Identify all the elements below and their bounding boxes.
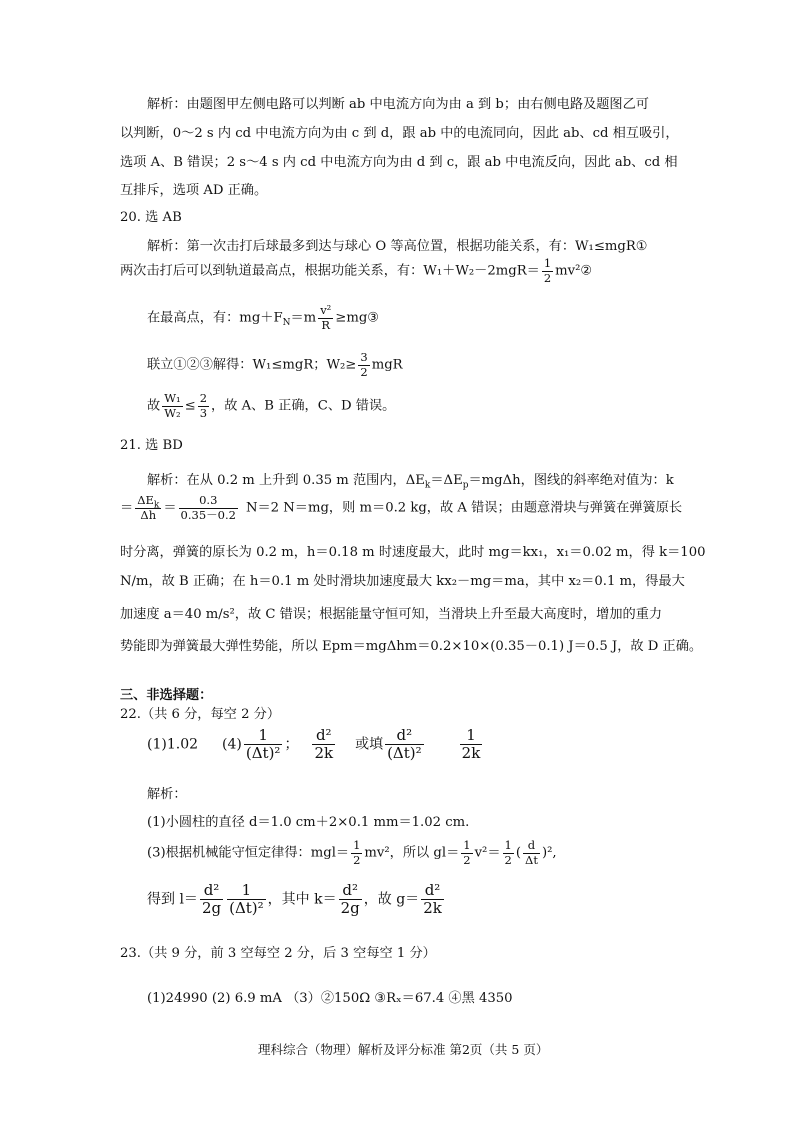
q21-line-1-b: ＝ΔE <box>430 473 463 488</box>
q22-line-2-c: v²＝ <box>474 845 501 861</box>
frac-den: 2 <box>353 852 361 867</box>
q22-line-3-a: 得到 l＝ <box>147 891 198 908</box>
q21-line-1-a: 解析：在从 0.2 m 上升到 0.35 m 范围内，ΔE <box>147 473 425 488</box>
q22-answers <box>147 728 484 761</box>
frac-den: 2 <box>463 852 471 867</box>
q21-line-2 <box>120 495 682 521</box>
frac-den: Δh <box>135 508 161 522</box>
q22-line-2-b: mv²，所以 gl＝ <box>364 845 460 861</box>
frac-den: R <box>318 318 333 332</box>
frac-num: 1 <box>258 726 268 744</box>
frac-num: d² <box>396 726 413 744</box>
fraction-half <box>542 258 553 284</box>
frac-den: 2 <box>543 270 552 285</box>
answer-1: (1)1.02 <box>147 736 199 753</box>
fraction-d-over-dt <box>523 840 540 866</box>
subscript-k: k <box>153 500 160 511</box>
q20-line-2 <box>120 258 592 284</box>
frac-num: 3 <box>360 350 368 364</box>
fraction-three-halves <box>358 352 369 378</box>
frac-den: W₂ <box>164 405 181 420</box>
q21-heading: 21. 选 BD <box>120 438 183 453</box>
frac-den: 3 <box>199 405 208 420</box>
frac-den: Δt <box>525 852 538 867</box>
equals: ＝ <box>120 500 134 516</box>
page-footer: 理科综合（物理）解析及评分标准 第2页（共 5 页） <box>258 1042 549 1057</box>
frac-den: (Δt)² <box>387 744 422 762</box>
q23-heading: 23.（共 9 分，前 3 空每空 2 分，后 3 空每空 1 分） <box>120 946 436 961</box>
q19-line-4: 互排斥，选项 AD 正确。 <box>120 183 268 198</box>
q20-line-3-text: 在最高点，有：mg＋F <box>147 310 283 326</box>
frac-num: v² <box>320 303 332 317</box>
q20-line-4 <box>147 352 403 378</box>
frac-num: d² <box>342 881 358 899</box>
frac-den: 2k <box>314 744 334 762</box>
frac-den: 2 <box>360 364 368 379</box>
le-sign: ≤ <box>184 398 196 414</box>
frac-num: 1 <box>241 881 252 899</box>
q19-line-1: 解析：由题图甲左侧电路可以判断 ab 中电流方向为由 a 到 b；由右侧电路及题图乙可 <box>147 97 649 112</box>
q23-answers: (1)24990 (2) 6.9 mA （3）②150Ω ③Rₓ＝67.4 ④黑 4350 <box>147 991 513 1006</box>
q22-line-3-c: ，故 g＝ <box>363 891 420 908</box>
q19-line-2: 以判断，0～2 s 内 cd 中电流方向为由 c 到 d，跟 ab 中的电流同向，因此 ab、cd 相互吸引， <box>120 126 679 141</box>
q19-line-3: 选项 A、B 错误；2 s～4 s 内 cd 中电流方向为由 d 到 c，跟 ab 中电流反向，因此 ab、cd 相 <box>120 155 678 170</box>
q21-line-6: 势能即为弹簧最大弹性势能，所以 Epm＝mgΔhm＝0.2×10×(0.35－0.1) J＝0.5 J，故 D 正确。 <box>120 639 703 654</box>
frac-den: (Δt)² <box>229 899 264 917</box>
fraction-one-over-2k <box>460 728 483 761</box>
frac-num: d² <box>315 726 332 744</box>
q20-line-2-text: 两次击打后可以到轨道最高点，根据功能关系，有：W₁＋W₂－2mgR＝ <box>120 263 540 279</box>
frac-num: 1 <box>463 838 471 852</box>
frac-den: 2k <box>461 744 481 762</box>
frac-den: 2 <box>504 852 512 867</box>
semicolon: ； <box>284 736 299 753</box>
fraction-d2-over-dt2 <box>385 728 424 761</box>
q20-line-4-text: 联立①②③解得：W₁≤mgR；W₂≥ <box>147 357 357 373</box>
q20-line-3 <box>147 305 379 331</box>
q20-line-5 <box>147 393 395 419</box>
fraction-dek-over-dh <box>135 495 161 521</box>
q21-line-2-end: N＝2 N＝mg，则 m＝0.2 kg，故 A 错误；由题意滑块与弹簧在弹簧原长 <box>245 500 683 516</box>
section-title: 三、非选择题： <box>120 688 213 703</box>
q21-line-3: 时分离，弹簧的原长为 0.2 m，h＝0.18 m 时速度最大，此时 mg＝kx₁，x₁＝0.02 m，得 k＝100 <box>120 545 706 560</box>
frac-num <box>135 493 161 511</box>
q21-line-4: N/m，故 B 正确；在 h＝0.1 m 处时滑块加速度最大 kx₂－mg＝ma，其中 x₂＝0.1 m，得最大 <box>120 574 685 589</box>
frac-num: 1 <box>466 726 476 744</box>
fraction-w1-over-w2 <box>162 393 182 419</box>
q20-heading: 20. 选 AB <box>120 210 182 225</box>
q21-line-5: 加速度 a＝40 m/s²，故 C 错误；根据能量守恒可知，当滑块上升至最大高度时，增加的重力 <box>120 607 663 622</box>
frac-num: d² <box>424 881 441 899</box>
q22-line-1: (1)小圆柱的直径 d＝1.0 cm＋2×0.1 mm＝1.02 cm. <box>147 815 470 830</box>
frac-num: 1 <box>543 256 552 270</box>
fraction-two-thirds <box>198 393 209 419</box>
fraction-d2-over-2g <box>200 883 223 916</box>
frac-num: 2 <box>199 391 208 405</box>
q22-line-3 <box>147 883 446 916</box>
or-fill: 或填 <box>355 736 384 753</box>
fraction-one-over-dt2 <box>227 883 266 916</box>
frac-num: 1 <box>353 838 361 852</box>
q20-line-1: 解析：第一次击打后球最多到达与球心 O 等高位置，根据功能关系，有：W₁≤mgR① <box>147 239 648 254</box>
fraction-half <box>461 840 472 866</box>
frac-den: (Δt)² <box>245 744 281 762</box>
q20-line-5-end: ，故 A、B 正确，C、D 错误。 <box>211 398 396 414</box>
fraction-d2-over-2k <box>312 728 335 761</box>
frac-num: W₁ <box>164 391 181 405</box>
fraction-half <box>351 840 362 866</box>
equals: ＝ <box>163 500 177 516</box>
q20-line-3-end: ≥mg③ <box>335 310 380 326</box>
q22-heading: 22.（共 6 分，每空 2 分） <box>120 707 281 722</box>
fraction-one-over-dt2 <box>244 728 283 761</box>
delta-e: ΔE <box>137 493 154 507</box>
q20-line-3-mid: ＝m <box>290 310 317 326</box>
frac-num: d <box>527 838 536 852</box>
fraction-d2-over-2g <box>339 883 362 916</box>
q22-explanation-label: 解析： <box>147 787 187 802</box>
frac-num: d² <box>203 881 220 899</box>
frac-den: 2k <box>423 899 442 917</box>
frac-num: 0.3 <box>199 493 218 507</box>
answer-4: (4) <box>222 736 242 753</box>
frac-den: 2g <box>340 899 360 917</box>
paren-open: ( <box>515 845 522 861</box>
fraction-half <box>503 840 514 866</box>
q22-line-2-end: )², <box>541 845 557 861</box>
subscript-p: p <box>462 480 469 491</box>
q21-line-1-c: ＝mgΔh，图线的斜率绝对值为：k <box>468 473 674 488</box>
q21-line-1 <box>147 473 674 491</box>
q20-line-5-text: 故 <box>147 398 161 414</box>
subscript-k: k <box>424 480 431 491</box>
frac-den: 0.35－0.2 <box>180 507 236 522</box>
subscript-n: N <box>282 318 291 329</box>
frac-den: 2g <box>201 899 222 917</box>
q20-line-4-end: mgR <box>371 357 403 373</box>
fraction-slope <box>179 495 238 521</box>
fraction-d2-over-2k <box>421 883 444 916</box>
q22-line-2-a: (3)根据机械能守恒定律得：mgl＝ <box>147 845 350 861</box>
frac-num: 1 <box>504 838 512 852</box>
fraction-v2-over-r <box>318 305 333 331</box>
q22-line-3-b: ，其中 k＝ <box>267 891 337 908</box>
q22-line-2 <box>147 840 557 866</box>
q20-line-2-end: mv²② <box>555 263 593 279</box>
